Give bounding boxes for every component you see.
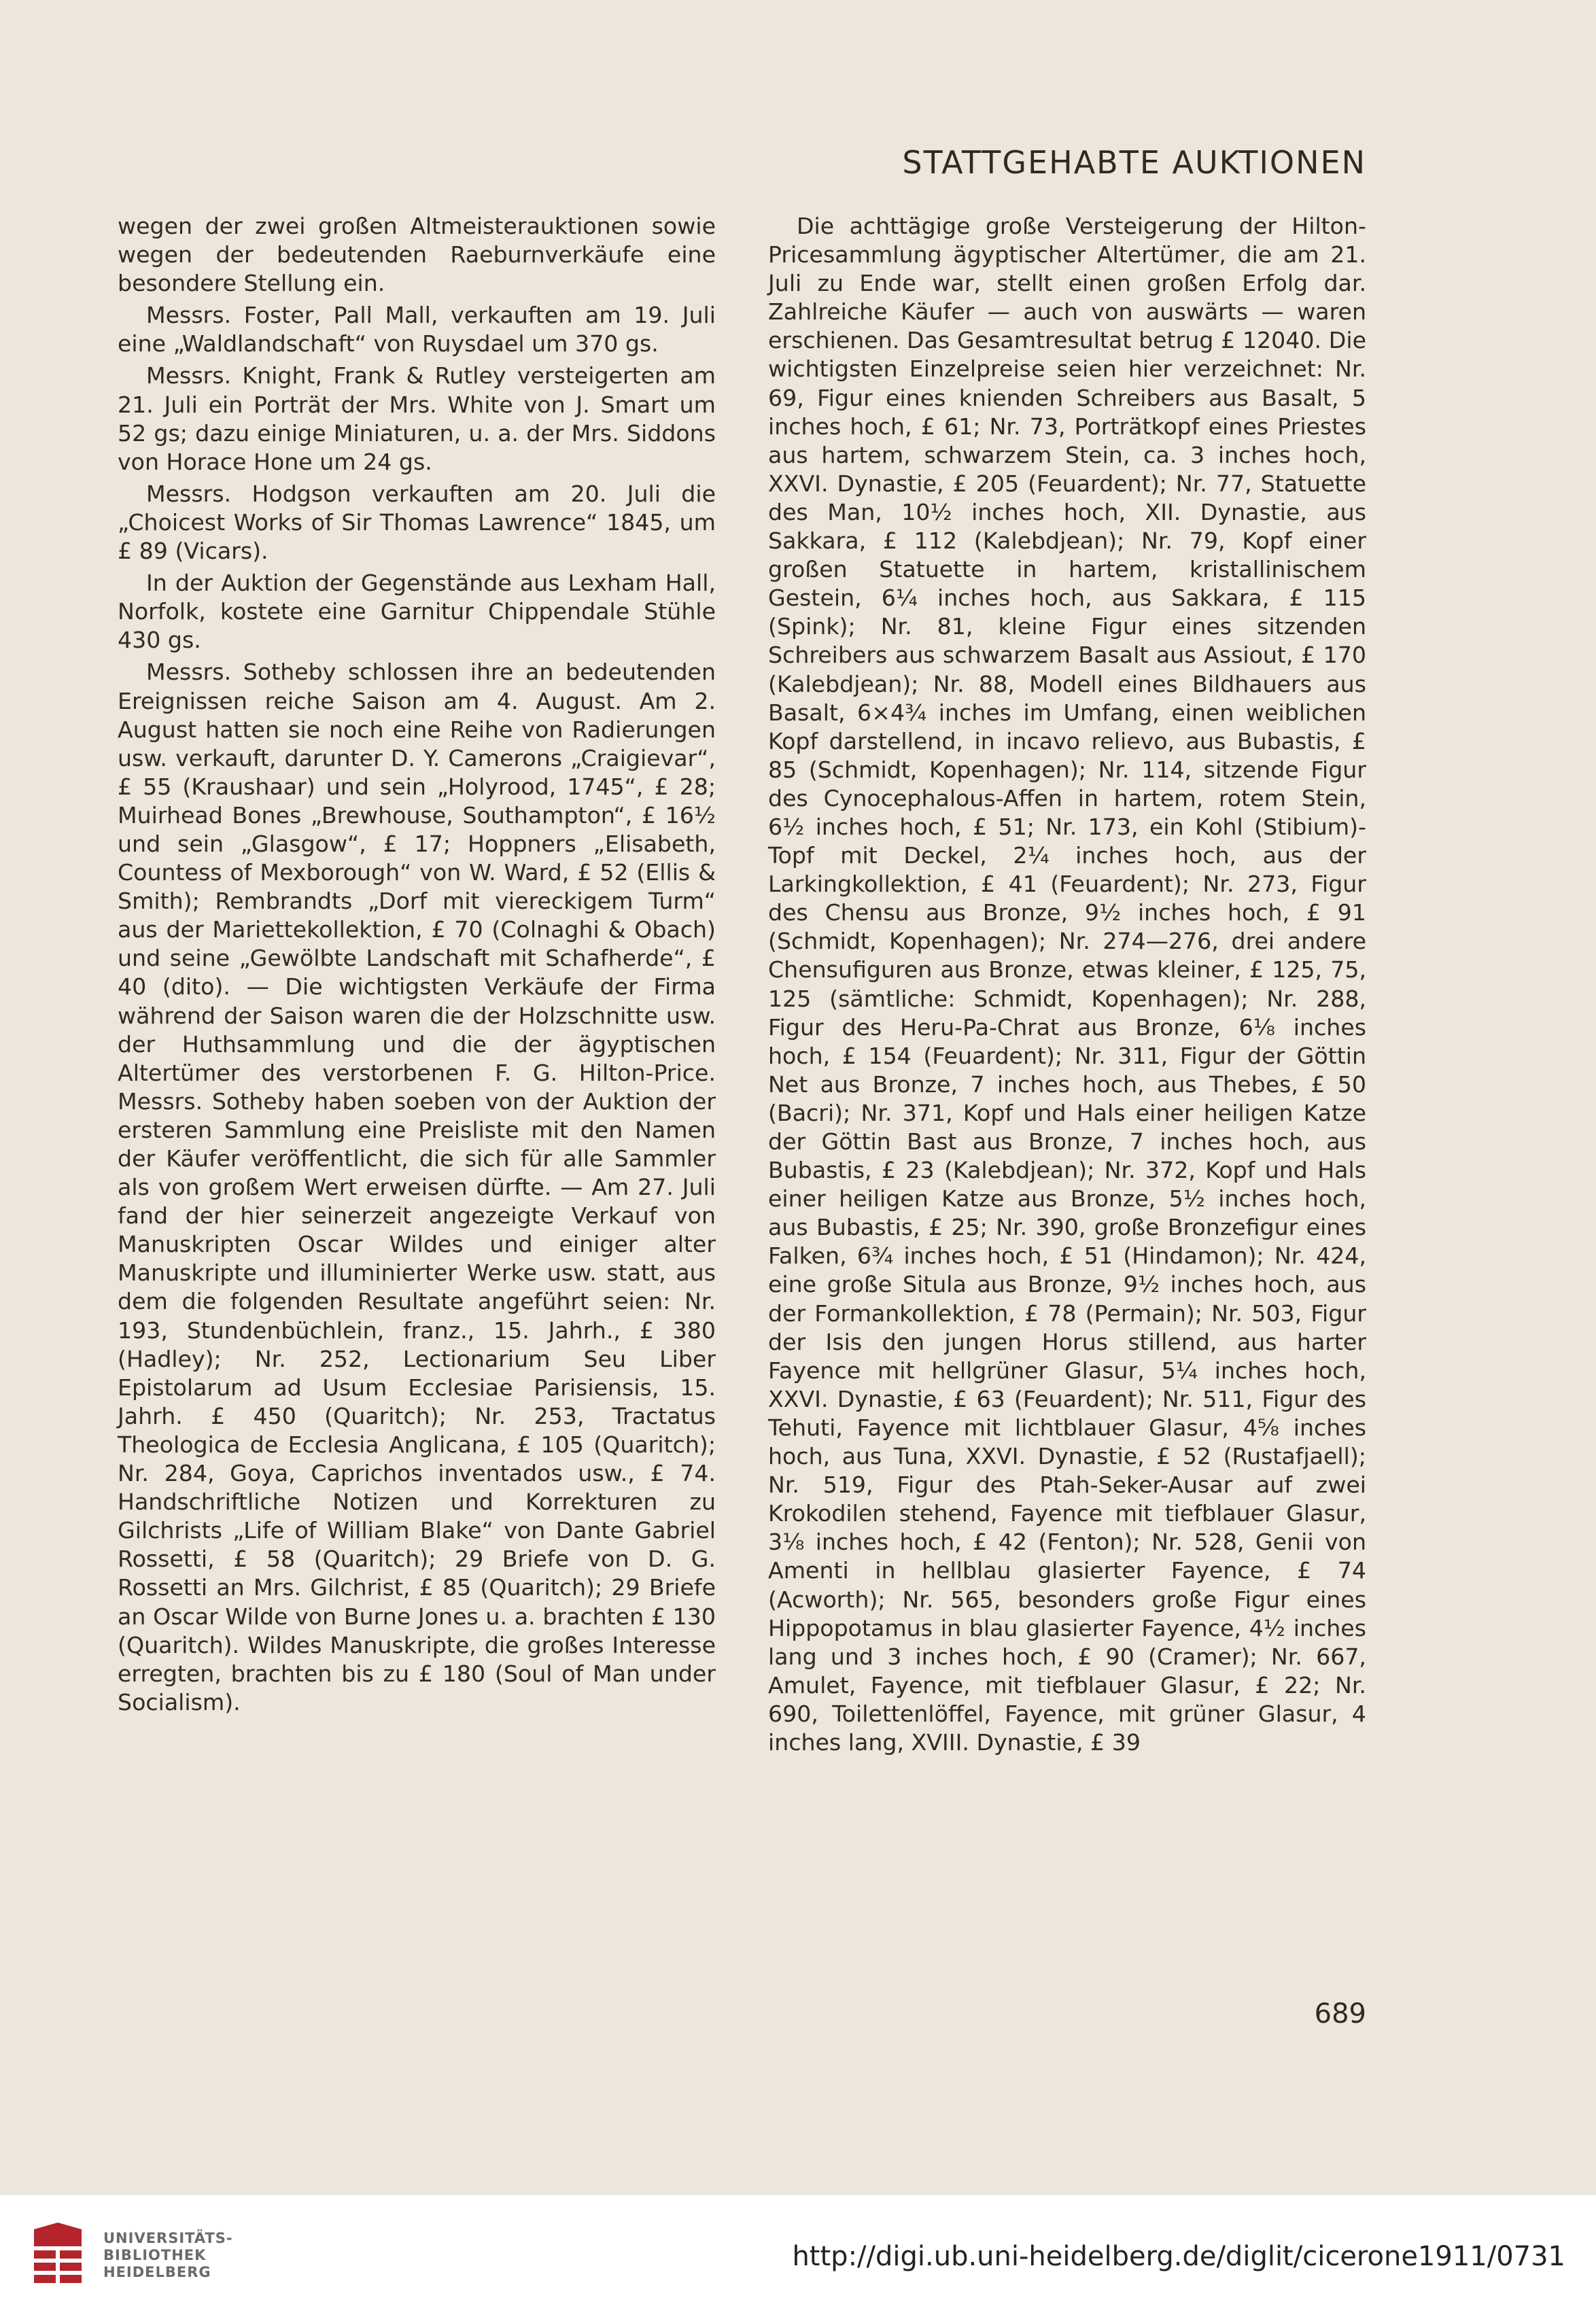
- library-name-line: HEIDELBERG: [103, 2264, 211, 2280]
- library-name: [103, 2230, 233, 2281]
- paragraph: In der Auktion der Gegenstände aus Lexham Hall, Norfolk, kostete eine Garnitur Chippendale Stühle 430 gs.: [118, 570, 716, 654]
- left-column: [118, 212, 716, 1717]
- source-url-link[interactable]: http://digi.ub.uni-heidelberg.de/diglit/cicerone1911/0731: [792, 2241, 1565, 2272]
- page-number: 689: [1314, 1998, 1366, 2029]
- running-header: STATTGEHABTE AUKTIONEN: [902, 144, 1366, 181]
- university-library-logo-icon: [27, 2219, 88, 2294]
- right-column: [768, 212, 1366, 1757]
- library-name-line: BIBLIOTHEK: [103, 2247, 207, 2263]
- paragraph: Messrs. Foster, Pall Mall, verkauften am 19. Juli eine „Waldlandschaft“ von Ruysdael um 370 gs.: [118, 302, 716, 358]
- paragraph: Die achttägige große Versteigerung der Hilton-Pricesammlung ägyptischer Altertümer, die am 21. Juli zu Ende war, stellt einen großen Erfolg dar. Zahlreiche Käufer — auch von auswärts — waren erschienen. Das Gesamtresultat betrug £ 12040. Die wichtigsten Einzelpreise seien hier verzeichnet: Nr. 69, Figur eines knienden Schreibers aus Basalt, 5 inches hoch, £ 61; Nr. 73, Porträtkopf eines Priestes aus hartem, schwarzem Stein, ca. 3 inches hoch, XXVI. Dynastie, £ 205 (Feuardent); Nr. 77, Statuette des Man, 10½ inches hoch, XII. Dynastie, aus Sakkara, £ 112 (Kalebdjean); Nr. 79, Kopf einer großen Statuette in hartem, kristallinischem Gestein, 6¼ inches hoch, aus Sakkara, £ 115 (Spink); Nr. 81, kleine Figur eines sitzenden Schreibers aus schwarzem Basalt aus Assiout, £ 170 (Kalebdjean); Nr. 88, Modell eines Bildhauers aus Basalt, 6×4¾ inches im Umfang, einen weiblichen Kopf darstellend, in incavo relievo, aus Bubastis, £ 85 (Schmidt, Kopenhagen); Nr. 114, sitzende Figur des Cynocephalous-Affen in hartem, rotem Stein, 6½ inches hoch, £ 51; Nr. 173, ein Kohl (Stibium)-Topf mit Deckel, 2¼ inches hoch, aus der Larkingkollektion, £ 41 (Feuardent); Nr. 273, Figur des Chensu aus Bronze, 9½ inches hoch, £ 91 (Schmidt, Kopenhagen); Nr. 274—276, drei andere Chensufiguren aus Bronze, etwas kleiner, £ 125, 75, 125 (sämtliche: Schmidt, Kopenhagen); Nr. 288, Figur des Heru-Pa-Chrat aus Bronze, 6⅛ inches hoch, £ 154 (Feuardent); Nr. 311, Figur der Göttin Net aus Bronze, 7 inches hoch, aus Thebes, £ 50 (Bacri); Nr. 371, Kopf und Hals einer heiligen Katze der Göttin Bast aus Bronze, 7 inches hoch, aus Bubastis, £ 23 (Kalebdjean); Nr. 372, Kopf und Hals einer heiligen Katze aus Bronze, 5½ inches hoch, aus Bubastis, £ 25; Nr. 390, große Bronzefigur eines Falken, 6¾ inches hoch, £ 51 (Hindamon); Nr. 424, eine große Situla aus Bronze, 9½ inches hoch, aus der Formankollektion, £ 78 (Permain); Nr. 503, Figur der Isis den jungen Horus stillend, aus harter Fayence mit hellgrüner Glasur, 5¼ inches hoch, XXVI. Dynastie, £ 63 (Feuardent); Nr. 511, Figur des Tehuti, Fayence mit lichtblauer Glasur, 4⅝ inches hoch, aus Tuna, XXVI. Dynastie, £ 52 (Rustafjaell); Nr. 519, Figur des Ptah-Seker-Ausar auf zwei Krokodilen stehend, Fayence mit tiefblauer Glasur, 3⅛ inches hoch, £ 42 (Fenton); Nr. 528, Genii von Amenti in hellblau glasierter Fayence, £ 74 (Acworth); Nr. 565, besonders große Figur eines Hippopotamus in blau glasierter Fayence, 4½ inches lang und 3 inches hoch, £ 90 (Cramer); Nr. 667, Amulet, Fayence, mit tiefblauer Glasur, £ 22; Nr. 690, Toilettenlöffel, Fayence, mit grüner Glasur, 4 inches lang, XVIII. Dynastie, £ 39: [768, 213, 1366, 1756]
- paragraph: Messrs. Sotheby schlossen ihre an bedeutenden Ereignissen reiche Saison am 4. August. Am 2. August hatten sie noch eine Reihe von Radierungen usw. verkauft, darunter D. Y. Camerons „Craigievar“, £ 55 (Kraushaar) und sein „Holyrood, 1745“, £ 28; Muirhead Bones „Brewhouse, Southampton“, £ 16½ und sein „Glasgow“, £ 17; Hoppners „Elisabeth, Countess of Mexborough“ von W. Ward, £ 52 (Ellis & Smith); Rembrandts „Dorf mit viereckigem Turm“ aus der Mariettekollektion, £ 70 (Colnaghi & Obach) und seine „Gewölbte Landschaft mit Schafherde“, £ 40 (dito). — Die wichtigsten Verkäufe der Firma während der Saison waren die der Holzschnitte usw. der Huthsammlung und die der ägyptischen Altertümer des verstorbenen F. G. Hilton-Price. Messrs. Sotheby haben soeben von der Auktion der ersteren Sammlung eine Preisliste mit den Namen der Käufer veröffentlicht, die sich für alle Sammler als von großem Wert erweisen dürfte. — Am 27. Juli fand der hier seinerzeit angezeigte Verkauf von Manuskripten Oscar Wildes und einiger alter Manuskripte und illuminierter Werke usw. statt, aus dem die folgenden Resultate angeführt seien: Nr. 193, Stundenbüchlein, franz., 15. Jahrh., £ 380 (Hadley); Nr. 252, Lectionarium Seu Liber Epistolarum ad Usum Ecclesiae Parisiensis, 15. Jahrh. £ 450 (Quaritch); Nr. 253, Tractatus Theologica de Ecclesia Anglicana, £ 105 (Quaritch); Nr. 284, Goya, Caprichos inventados usw., £ 74. Handschriftliche Notizen und Korrekturen zu Gilchrists „Life of William Blake“ von Dante Gabriel Rossetti, £ 58 (Quaritch); 29 Briefe von D. G. Rossetti an Mrs. Gilchrist, £ 85 (Quaritch); 29 Briefe an Oscar Wilde von Burne Jones u. a. brachten £ 130 (Quaritch). Wildes Manuskripte, die großes Interesse erregten, brachten bis zu £ 180 (Soul of Man under Socialism).: [118, 659, 716, 1715]
- paragraph: Messrs. Knight, Frank & Rutley versteigerten am 21. Juli ein Porträt der Mrs. White von J. Smart um 52 gs; dazu einige Miniaturen, u. a. der Mrs. Siddons von Horace Hone um 24 gs.: [118, 362, 716, 475]
- paragraph: Messrs. Hodgson verkauften am 20. Juli die „Choicest Works of Sir Thomas Lawrence“ 1845, um £ 89 (Vicars).: [118, 480, 716, 565]
- library-footer: [0, 2194, 1596, 2317]
- library-name-line: UNIVERSITÄTS-: [103, 2230, 233, 2246]
- paragraph: wegen der zwei großen Altmeisterauktionen sowie wegen der bedeutenden Raeburnverkäufe eine besondere Stellung ein.: [118, 213, 716, 297]
